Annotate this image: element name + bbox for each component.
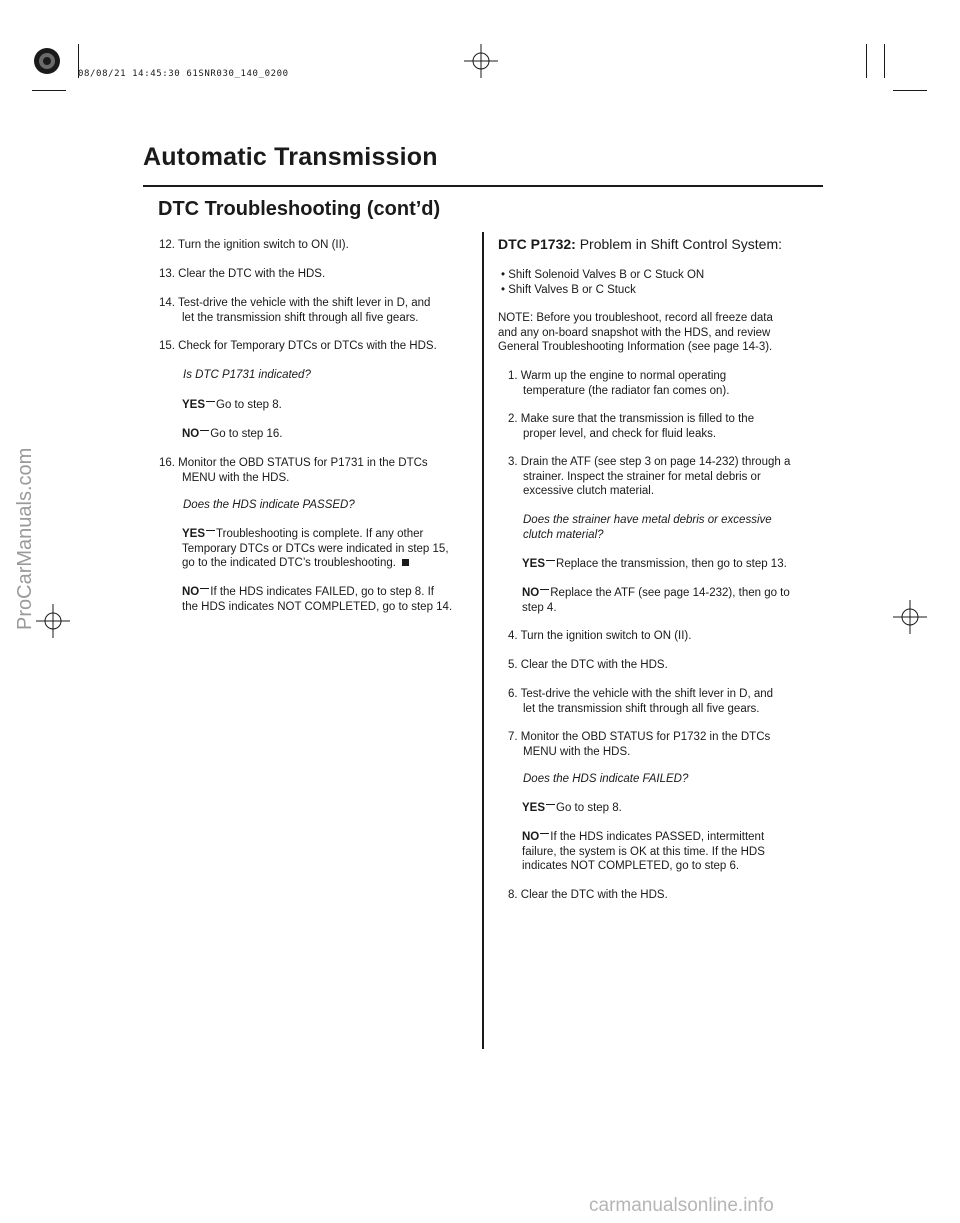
dtc-description: Problem in Shift Control System: bbox=[575, 236, 782, 252]
dtc-heading bbox=[498, 236, 782, 252]
no-label: NO bbox=[522, 587, 540, 599]
step-16 bbox=[159, 456, 428, 485]
step-7-line: MENU with the HDS. bbox=[523, 745, 631, 758]
answer-yes bbox=[522, 557, 787, 572]
step-7-line: 7. Monitor the OBD STATUS for P1732 in the DTCs bbox=[508, 731, 771, 743]
answer-text: Temporary DTCs or DTCs were indicated in step 15, bbox=[182, 542, 449, 555]
yes-label: YES bbox=[522, 558, 546, 570]
watermark-bottom[interactable]: carmanualsonline.info bbox=[589, 1195, 774, 1216]
answer-no bbox=[522, 586, 790, 615]
no-label: NO bbox=[182, 586, 200, 598]
step-1-line: temperature (the radiator fan comes on). bbox=[523, 384, 730, 397]
question-7: Does the HDS indicate FAILED? bbox=[523, 773, 689, 785]
registration-target-top-left bbox=[32, 46, 62, 76]
step-14-line: 14. Test-drive the vehicle with the shift lever in D, and bbox=[159, 297, 431, 309]
answer-text: Go to step 16. bbox=[210, 428, 283, 440]
answer-no bbox=[522, 830, 765, 874]
crop-mark bbox=[893, 90, 927, 91]
answer-text: If the HDS indicates FAILED, go to step 8. If bbox=[210, 586, 434, 598]
registration-crosshair-top bbox=[464, 44, 498, 78]
dash bbox=[206, 530, 215, 531]
list-item: • Shift Solenoid Valves B or C Stuck ON bbox=[501, 269, 705, 281]
answer-text: Go to step 8. bbox=[556, 802, 622, 814]
step-2 bbox=[508, 412, 754, 441]
print-stamp: 08/08/21 14:45:30 61SNR030_140_0200 bbox=[78, 69, 289, 79]
step-2-line: proper level, and check for fluid leaks. bbox=[523, 427, 717, 440]
step-1-line: 1. Warm up the engine to normal operating bbox=[508, 370, 727, 382]
column-divider bbox=[482, 232, 484, 1049]
step-6-line: 6. Test-drive the vehicle with the shift lever in D, and bbox=[508, 688, 774, 700]
answer-yes bbox=[182, 527, 449, 571]
crop-mark bbox=[32, 90, 66, 91]
step-2-line: 2. Make sure that the transmission is filled to the bbox=[508, 413, 755, 425]
answer-text: go to the indicated DTC’s troubleshooting. bbox=[182, 557, 396, 569]
dash bbox=[546, 804, 555, 805]
step-7 bbox=[508, 730, 770, 759]
title-rule bbox=[143, 185, 823, 187]
registration-crosshair-left bbox=[36, 604, 70, 638]
watermark-left: ProCarManuals.com bbox=[14, 447, 36, 630]
answer-text: step 4. bbox=[522, 601, 557, 614]
step-14 bbox=[159, 296, 430, 325]
step-3-line: excessive clutch material. bbox=[523, 485, 655, 497]
step-16-line: MENU with the HDS. bbox=[182, 471, 290, 484]
dash bbox=[540, 833, 549, 834]
yes-label: YES bbox=[182, 399, 206, 411]
step-1 bbox=[508, 369, 729, 398]
list-item: • Shift Valves B or C Stuck bbox=[501, 283, 636, 296]
answer-text: Troubleshooting is complete. If any other bbox=[216, 528, 424, 540]
step-14-line: let the transmission shift through all five gears. bbox=[182, 311, 419, 324]
question-15: Is DTC P1731 indicated? bbox=[183, 369, 311, 381]
section-title: DTC Troubleshooting (cont’d) bbox=[158, 198, 441, 220]
note-line: NOTE: Before you troubleshoot, record all freeze data bbox=[498, 312, 773, 324]
step-6-line: let the transmission shift through all five gears. bbox=[523, 702, 760, 715]
note-line: General Troubleshooting Information (see page 14-3). bbox=[498, 341, 773, 353]
answer-text: the HDS indicates NOT COMPLETED, go to step 14. bbox=[182, 600, 453, 613]
question-line: Does the strainer have metal debris or excessive bbox=[523, 514, 772, 526]
answer-text: Replace the transmission, then go to step 13. bbox=[556, 558, 787, 570]
answer-text: Go to step 8. bbox=[216, 399, 282, 411]
dash bbox=[200, 430, 209, 431]
dash bbox=[540, 589, 549, 590]
crop-mark bbox=[884, 44, 885, 78]
step-5: 5. Clear the DTC with the HDS. bbox=[508, 659, 668, 671]
dash bbox=[206, 401, 215, 402]
answer-text: failure, the system is OK at this time. If the HDS bbox=[522, 845, 765, 858]
answer-no bbox=[182, 585, 452, 614]
answer-text: indicates NOT COMPLETED, go to step 6. bbox=[522, 860, 740, 872]
answer-text: If the HDS indicates PASSED, intermittent bbox=[550, 831, 765, 843]
dash bbox=[546, 560, 555, 561]
answer-text: Replace the ATF (see page 14-232), then go to bbox=[550, 587, 790, 599]
registration-crosshair-right bbox=[893, 600, 927, 634]
no-label: NO bbox=[182, 428, 200, 440]
step-13: 13. Clear the DTC with the HDS. bbox=[159, 268, 326, 280]
answer-yes bbox=[522, 801, 622, 816]
question-16: Does the HDS indicate PASSED? bbox=[183, 499, 355, 511]
question-3 bbox=[523, 513, 772, 542]
dtc-code: DTC P1732: bbox=[498, 236, 576, 252]
note-line: and any on-board snapshot with the HDS, and review bbox=[498, 326, 771, 339]
question-line: clutch material? bbox=[523, 528, 604, 541]
step-16-line: 16. Monitor the OBD STATUS for P1731 in the DTCs bbox=[159, 457, 428, 469]
yes-label: YES bbox=[522, 802, 546, 814]
crop-mark bbox=[866, 44, 867, 78]
note bbox=[498, 311, 773, 355]
answer-yes bbox=[182, 398, 282, 413]
step-8: 8. Clear the DTC with the HDS. bbox=[508, 889, 668, 901]
yes-label: YES bbox=[182, 528, 206, 540]
step-15: 15. Check for Temporary DTCs or DTCs with the HDS. bbox=[159, 340, 437, 352]
step-3 bbox=[508, 455, 790, 499]
step-4: 4. Turn the ignition switch to ON (II). bbox=[508, 630, 692, 642]
end-of-section-icon bbox=[402, 559, 409, 566]
step-6 bbox=[508, 687, 773, 716]
step-12: 12. Turn the ignition switch to ON (II). bbox=[159, 239, 349, 251]
cause-list bbox=[501, 268, 704, 297]
no-label: NO bbox=[522, 831, 540, 843]
answer-no bbox=[182, 427, 283, 442]
dash bbox=[200, 588, 209, 589]
step-3-line: 3. Drain the ATF (see step 3 on page 14-232) through a bbox=[508, 456, 791, 468]
page-title: Automatic Transmission bbox=[143, 143, 438, 171]
step-3-line: strainer. Inspect the strainer for metal debris or bbox=[523, 470, 761, 483]
